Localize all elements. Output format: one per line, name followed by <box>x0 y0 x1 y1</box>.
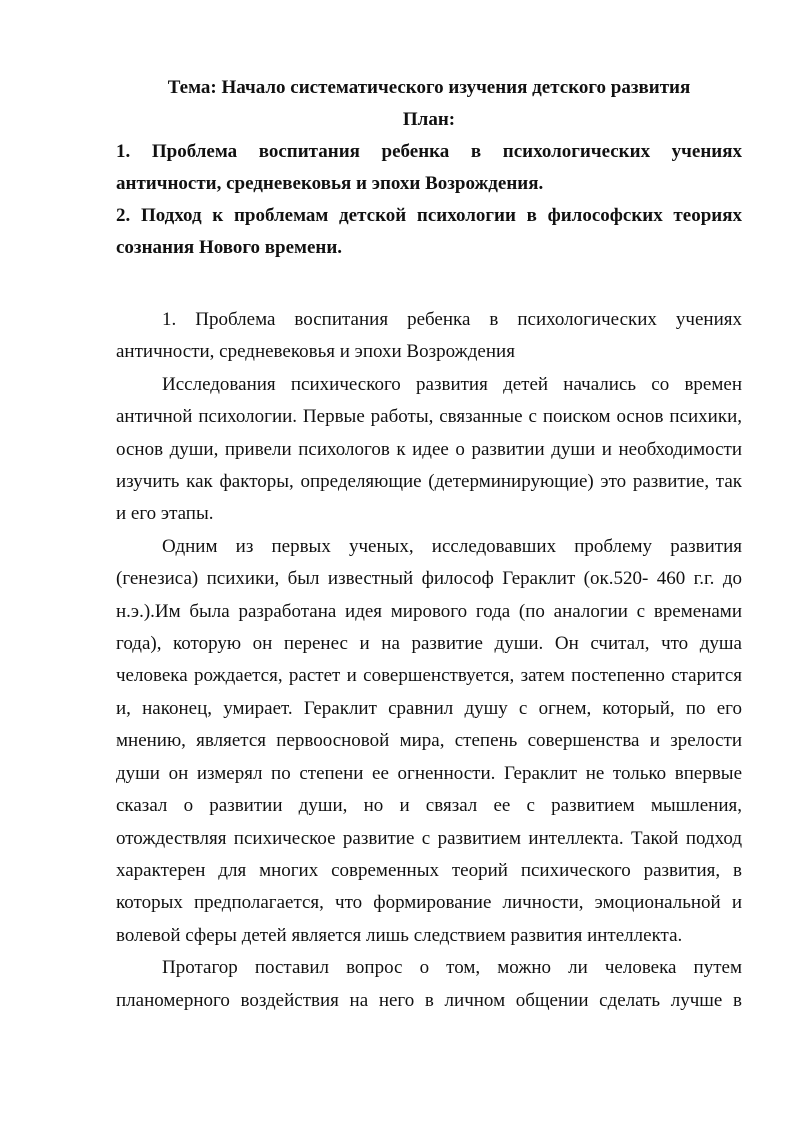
paragraph-1: Исследования психического развития детей начались со времен античной психологии. Первые работы, связанные с поиском основ психики, основ души, привели психологов к идее о развитии души и необходимости изучить как факторы, определяющие (детерминирующие) это развитие, так и его этапы. <box>116 373 742 525</box>
paragraph-2: Одним из первых ученых, исследовавших проблему развития (генезиса) психики, был известный философ Гераклит (ок.520- 460 г.г. до н.э.).Им была разработана идея мирового года (по аналогии с временами года), которую он перенес и на развитие души. Он считал, что душа человека рождается, растет и совершенствуется, затем постепенно старится и, наконец, умирает. Гераклит сравнил душу с огнем, который, по его мнению, является первоосновой мира, степень совершенства и зрелости души он измерял по степени ее огненности. Гераклит не только впервые сказал о развитии души, но и связал ее с развитием мышления, отождествляя психическое развитие с развитием интеллекта. Такой подход характерен для многих современных теорий психического развития, в которых предполагается, что формирование личности, эмоциональной и волевой сферы детей является лишь следствием развития интеллекта. <box>116 535 742 946</box>
plan-item-1: 1. Проблема воспитания ребенка в психологических учениях античности, средневековья и эпохи Возрождения. <box>116 141 742 194</box>
spacer <box>116 264 742 304</box>
section-heading: 1. Проблема воспитания ребенка в психологических учениях античности, средневековья и эпохи Возрождения <box>116 309 742 363</box>
paragraph-3: Протагор поставил вопрос о том, можно ли человека путем планомерного воздействия на него в личном общении сделать лучше в <box>116 957 742 1011</box>
plan-label: План: <box>402 109 456 130</box>
plan-item-2: 2. Подход к проблемам детской психологии в философских теориях сознания Нового времени. <box>116 205 742 258</box>
document-page <box>116 72 742 1017</box>
document-title: Тема: Начало систематического изучения детского развития <box>167 77 691 98</box>
